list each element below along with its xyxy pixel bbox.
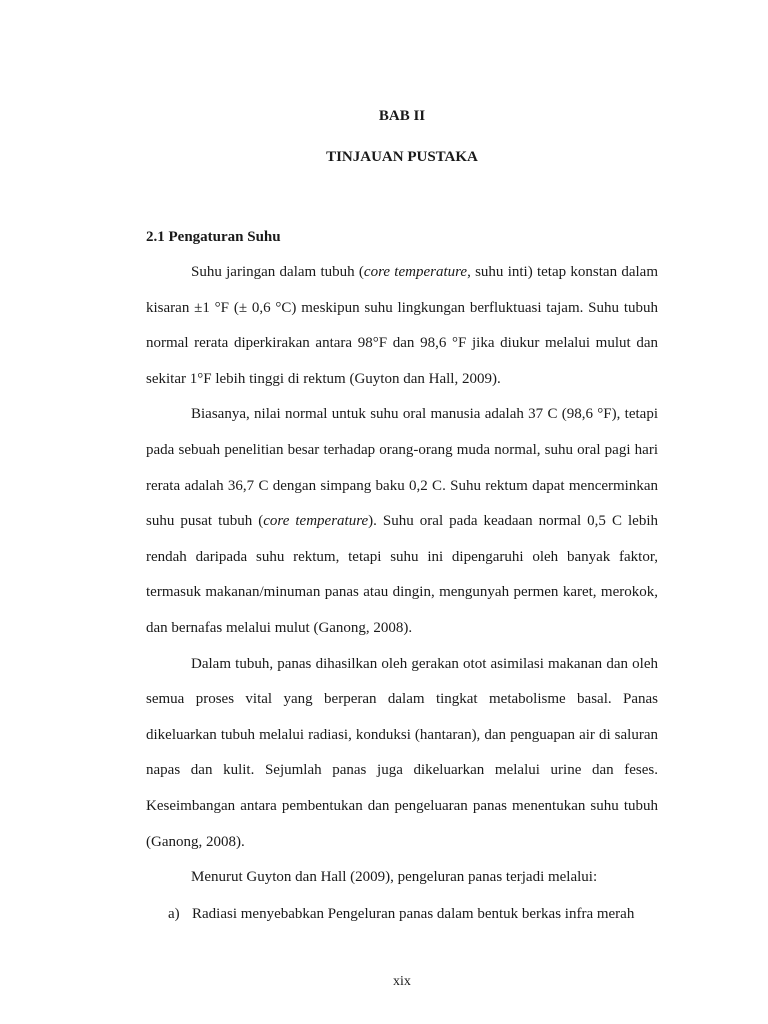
list-item [146, 897, 658, 933]
chapter-title: TINJAUAN PUSTAKA [326, 149, 478, 165]
paragraph-2-italic: core temperature [263, 513, 369, 530]
paragraph-1 [146, 255, 658, 397]
list-item-text: Radiasi menyebabkan Pengeluran panas dalam bentuk berkas infra merah [192, 906, 635, 922]
section-heading: 2.1 Pengaturan Suhu [146, 229, 281, 245]
paragraph-1-text-b: , suhu inti) tetap konstan dalam kisaran ±1 °F (± 0,6 °C) meskipun suhu lingkungan berfluktuasi tajam. Suhu tubuh normal rerata diperkirakan antara 98°F dan 98,6 °F jika diukur melalui mulut dan sekitar 1°F lebih tinggi di rektum (Guyton dan Hall, 2009). [146, 264, 658, 387]
enumerated-list [146, 897, 658, 933]
paragraph-4: Menurut Guyton dan Hall (2009), pengeluran panas terjadi melalui: [191, 869, 598, 886]
list-marker: a) [168, 906, 180, 922]
paragraph-3: Dalam tubuh, panas dihasilkan oleh gerakan otot asimilasi makanan dan oleh semua proses vital yang berperan dalam tingkat metabolisme basal. Panas dikeluarkan tubuh melalui radiasi, konduksi (hantaran), dan penguapan air di saluran napas dan kulit. Sejumlah panas juga dikeluarkan melalui urine dan feses. Keseimbangan antara pembentukan dan pengeluaran panas menentukan suhu tubuh (Ganong, 2008). [146, 655, 658, 850]
paragraph-2 [146, 397, 658, 646]
chapter-number: BAB II [378, 108, 426, 124]
body-text [146, 255, 658, 896]
paragraph-2-text-a: Biasanya, nilai normal untuk suhu oral manusia adalah 37 C (98,6 °F), tetapi pada sebuah penelitian besar terhadap orang-orang muda normal, suhu oral pagi hari rerata adalah 36,7 C dengan simpang baku 0,2 C. Suhu rektum dapat mencerminkan suhu pusat tubuh ( [146, 406, 658, 530]
page-number: xix [393, 974, 411, 989]
paragraph-2-text-b: ). Suhu oral pada keadaan normal 0,5 C lebih rendah daripada suhu rektum, tetapi suhu ini dipengaruhi oleh banyak faktor, termasuk makanan/minuman panas atau dingin, mengunyah permen karet, merokok, dan bernafas melalui mulut (Ganong, 2008). [146, 513, 658, 636]
paragraph-1-text-a: Suhu jaringan dalam tubuh ( [191, 264, 364, 280]
paragraph-1-italic: core temperature [363, 264, 468, 280]
